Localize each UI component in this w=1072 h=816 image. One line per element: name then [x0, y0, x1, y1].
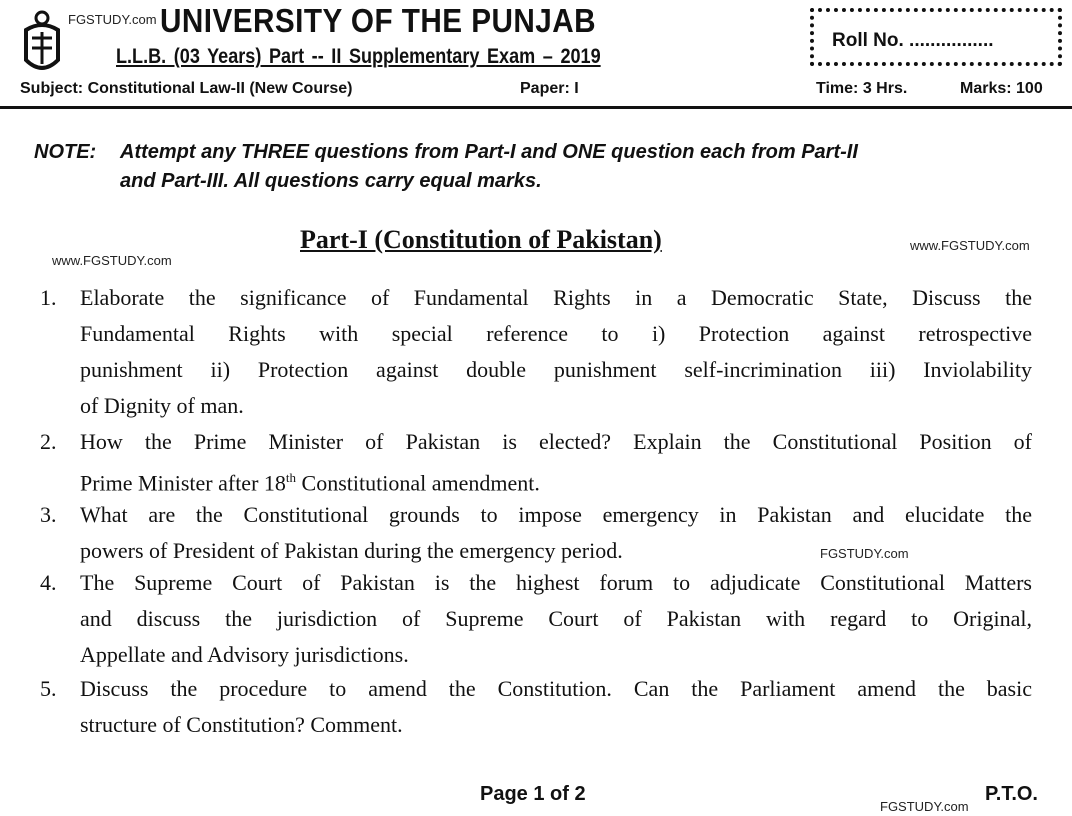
question-line: structure of Constitution? Comment.: [80, 712, 403, 737]
question-number: 1.: [40, 285, 57, 310]
watermark: FGSTUDY.com: [820, 546, 909, 561]
roll-no-box: [810, 8, 1062, 66]
note-line-1: Attempt any THREE questions from Part-I and ONE question each from Part-II: [120, 141, 858, 163]
watermark: FGSTUDY.com: [68, 12, 157, 27]
university-crest-icon: [20, 8, 64, 78]
roll-no-label: Roll No. ................: [832, 30, 994, 51]
question-line: Appellate and Advisory jurisdictions.: [80, 642, 409, 667]
watermark: www.FGSTUDY.com: [52, 253, 172, 268]
question-line: Fundamental Rights with special reference to i) Protection against retrospective: [80, 321, 1032, 346]
question-2: [40, 424, 1032, 496]
time: Time: 3 Hrs.: [816, 80, 908, 97]
question-line: and discuss the jurisdiction of Supreme Court of Pakistan with regard to Original,: [80, 606, 1032, 631]
question-number: 4.: [40, 570, 57, 595]
question-1: [40, 280, 1032, 424]
question-number: 3.: [40, 502, 57, 527]
watermark: FGSTUDY.com: [880, 799, 969, 814]
question-line: Prime Minister after 18th Constitutional amendment.: [80, 470, 540, 496]
question-4: [40, 565, 1032, 673]
page-number: Page 1 of 2: [480, 783, 586, 805]
part-heading: Part-I (Constitution of Pakistan): [300, 225, 662, 254]
subject: Subject: Constitutional Law-II (New Course): [20, 80, 353, 97]
question-line: punishment ii) Protection against double punishment self-incrimination iii) Inviolability: [80, 357, 1032, 382]
exam-title: L.L.B. (03 Years) Part -- II Supplementary Exam – 2019: [116, 45, 601, 68]
question-number: 2.: [40, 429, 57, 454]
question-line: Elaborate the significance of Fundamental Rights in a Democratic State, Discuss the: [80, 285, 1032, 310]
note-line-2: and Part-III. All questions carry equal marks.: [120, 170, 542, 192]
marks: Marks: 100: [960, 80, 1043, 97]
question-line: How the Prime Minister of Pakistan is elected? Explain the Constitutional Position of: [80, 429, 1032, 454]
pto: P.T.O.: [985, 783, 1038, 805]
question-line: The Supreme Court of Pakistan is the highest forum to adjudicate Constitutional Matters: [80, 570, 1032, 595]
question-5: [40, 671, 1032, 743]
question-line: What are the Constitutional grounds to impose emergency in Pakistan and elucidate the: [80, 502, 1032, 527]
watermark: www.FGSTUDY.com: [910, 238, 1030, 253]
question-line: of Dignity of man.: [80, 393, 244, 418]
question-number: 5.: [40, 676, 57, 701]
header-divider: [0, 106, 1072, 109]
note-label: NOTE:: [34, 141, 97, 163]
university-title: UNIVERSITY OF THE PUNJAB: [160, 2, 597, 39]
note: [34, 138, 1044, 196]
paper: Paper: I: [520, 80, 579, 97]
question-line: powers of President of Pakistan during the emergency period.: [80, 538, 623, 563]
question-line: Discuss the procedure to amend the Constitution. Can the Parliament amend the basic: [80, 676, 1032, 701]
